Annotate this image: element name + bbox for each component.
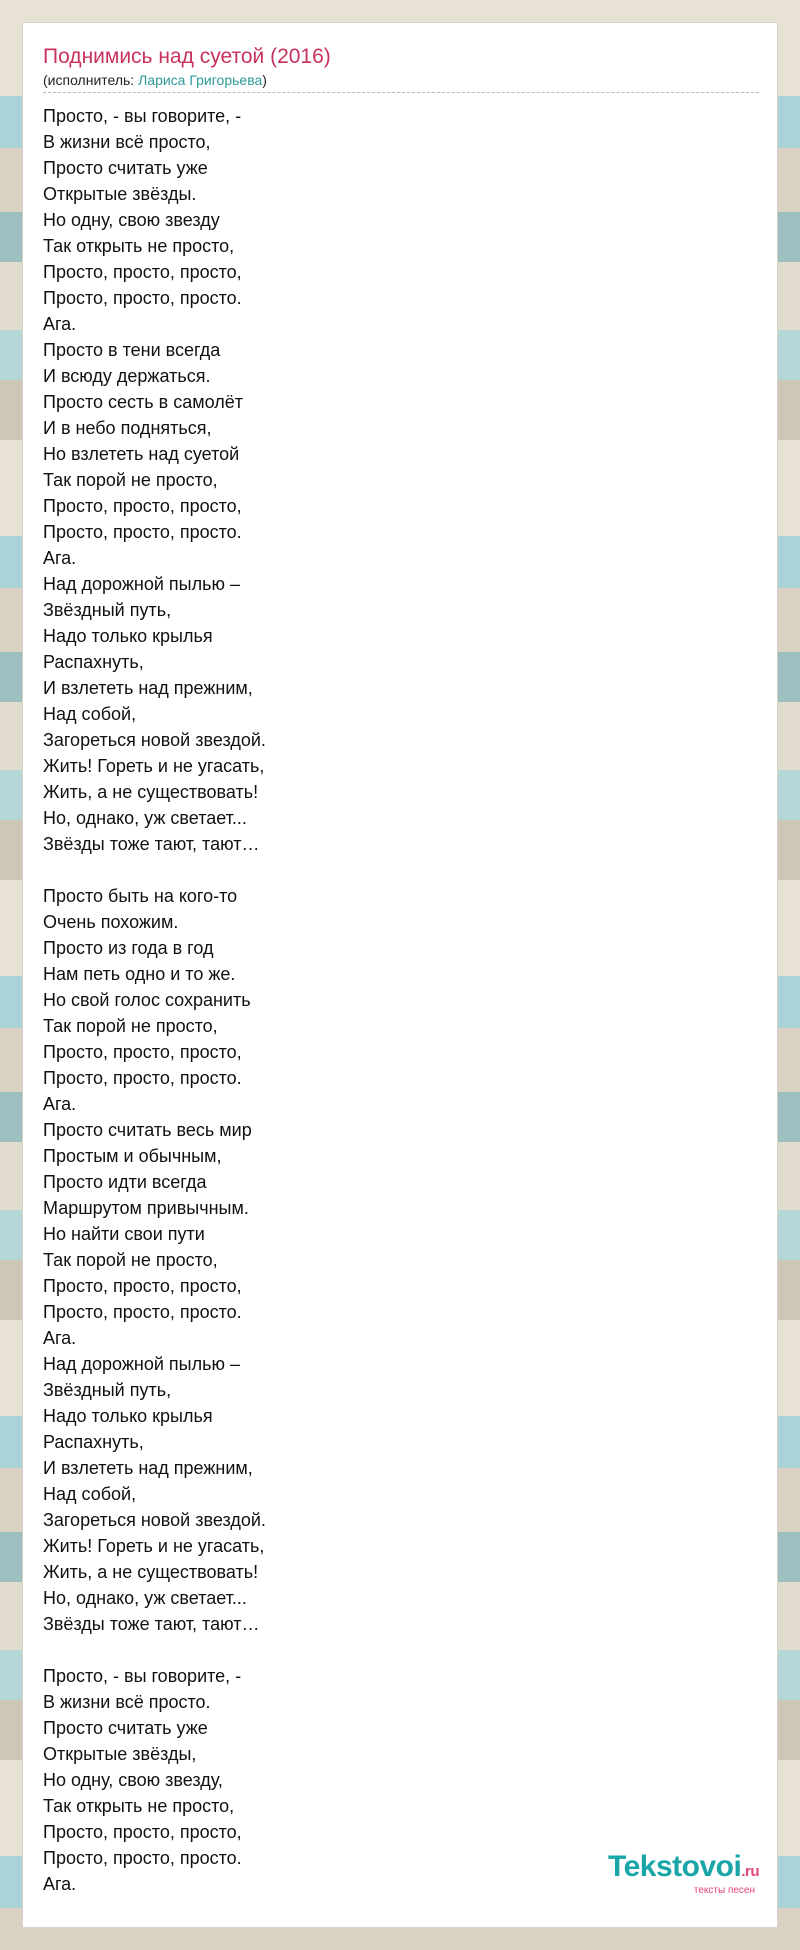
performer-line xyxy=(43,71,759,89)
lyric-line: В жизни всё просто, xyxy=(43,132,211,152)
lyric-line: Открытые звёзды. xyxy=(43,184,197,204)
lyric-line: Но, однако, уж светает... xyxy=(43,1588,247,1608)
lyric-line: Жить! Гореть и не угасать, xyxy=(43,1536,265,1556)
lyric-line: Просто, просто, просто, xyxy=(43,496,242,516)
lyric-line: Жить, а не существовать! xyxy=(43,782,259,802)
logo-subtitle: тексты песен xyxy=(693,1885,755,1896)
lyric-line: Просто, просто, просто, xyxy=(43,1822,242,1842)
lyric-line: Просто, просто, просто, xyxy=(43,262,242,282)
lyric-line: Над дорожной пылью – xyxy=(43,574,240,594)
site-logo[interactable] xyxy=(608,1852,759,1897)
lyric-line: Простым и обычным, xyxy=(43,1146,222,1166)
logo-domain: .ru xyxy=(741,1863,759,1880)
performer-suffix: ) xyxy=(262,72,267,88)
lyric-line: Жить, а не существовать! xyxy=(43,1562,259,1582)
lyric-line: Просто считать весь мир xyxy=(43,1120,252,1140)
lyric-line: Просто быть на кого-то xyxy=(43,886,238,906)
lyric-line: Просто, просто, просто. xyxy=(43,1302,242,1322)
lyric-line: Надо только крылья xyxy=(43,1406,213,1426)
lyric-line: Звёздный путь, xyxy=(43,600,172,620)
lyric-line: Очень похожим. xyxy=(43,912,179,932)
lyric-line: Просто, просто, просто, xyxy=(43,1042,242,1062)
lyric-line: Просто, просто, просто. xyxy=(43,288,242,308)
lyric-line: Нам петь одно и то же. xyxy=(43,964,236,984)
lyric-line: В жизни всё просто. xyxy=(43,1692,211,1712)
lyric-line: Просто, просто, просто. xyxy=(43,1068,242,1088)
lyric-line: Ага. xyxy=(43,1874,77,1894)
lyric-line: Ага. xyxy=(43,1328,77,1348)
lyrics-text xyxy=(43,103,743,1897)
lyric-line: Над собой, xyxy=(43,1484,137,1504)
lyric-line: Но одну, свою звезду, xyxy=(43,1770,223,1790)
lyric-line: Но найти свои пути xyxy=(43,1224,205,1244)
lyric-line: Над дорожной пылью – xyxy=(43,1354,240,1374)
lyric-line: Просто в тени всегда xyxy=(43,340,221,360)
lyric-line: Ага. xyxy=(43,548,77,568)
lyric-line: Загореться новой звездой. xyxy=(43,730,266,750)
lyric-line: Просто, просто, просто. xyxy=(43,1848,242,1868)
lyric-line: Распахнуть, xyxy=(43,1432,144,1452)
lyric-line: Просто, - вы говорите, - xyxy=(43,106,242,126)
lyric-line: Так порой не просто, xyxy=(43,1016,218,1036)
lyric-line: Но взлететь над суетой xyxy=(43,444,240,464)
lyric-line: Звёзды тоже тают, тают… xyxy=(43,834,260,854)
lyric-line: И в небо подняться, xyxy=(43,418,212,438)
lyric-line: Просто, просто, просто, xyxy=(43,1276,242,1296)
lyric-line: Звёздный путь, xyxy=(43,1380,172,1400)
song-title: Поднимись над суетой (2016) xyxy=(43,45,331,68)
lyric-line: Маршрутом привычным. xyxy=(43,1198,249,1218)
lyric-line: Так порой не просто, xyxy=(43,1250,218,1270)
lyric-line: Но одну, свою звезду xyxy=(43,210,220,230)
lyric-line: Распахнуть, xyxy=(43,652,144,672)
lyric-line: Просто идти всегда xyxy=(43,1172,207,1192)
performer-link[interactable]: Лариса Григорьева xyxy=(138,72,263,88)
lyric-line: И всюду держаться. xyxy=(43,366,211,386)
lyric-line: Звёзды тоже тают, тают… xyxy=(43,1614,260,1634)
lyric-line: Просто считать уже xyxy=(43,1718,208,1738)
verse-gap xyxy=(43,1637,743,1663)
lyric-line: Загореться новой звездой. xyxy=(43,1510,266,1530)
lyric-line: Над собой, xyxy=(43,704,137,724)
lyric-line: Просто, просто, просто. xyxy=(43,522,242,542)
lyric-line: Жить! Гореть и не угасать, xyxy=(43,756,265,776)
lyric-line: Так порой не просто, xyxy=(43,470,218,490)
lyric-line: Ага. xyxy=(43,1094,77,1114)
logo-wordmark: Tekstovoi xyxy=(608,1850,742,1883)
lyric-line: Ага. xyxy=(43,314,77,334)
lyric-line: Но, однако, уж светает... xyxy=(43,808,247,828)
performer-prefix: (исполнитель: xyxy=(43,72,139,88)
lyric-line: Надо только крылья xyxy=(43,626,213,646)
lyric-line: И взлететь над прежним, xyxy=(43,1458,253,1478)
lyrics-card xyxy=(22,22,778,1928)
lyric-line: Просто считать уже xyxy=(43,158,208,178)
lyric-line: И взлететь над прежним, xyxy=(43,678,253,698)
lyric-line: Просто сесть в самолёт xyxy=(43,392,243,412)
verse-gap xyxy=(43,857,743,883)
lyric-line: Просто из года в год xyxy=(43,938,214,958)
lyric-line: Так открыть не просто, xyxy=(43,236,235,256)
lyric-line: Но свой голос сохранить xyxy=(43,990,251,1010)
lyric-line: Просто, - вы говорите, - xyxy=(43,1666,242,1686)
lyric-line: Так открыть не просто, xyxy=(43,1796,235,1816)
song-header xyxy=(43,43,759,93)
lyric-line: Открытые звёзды, xyxy=(43,1744,197,1764)
